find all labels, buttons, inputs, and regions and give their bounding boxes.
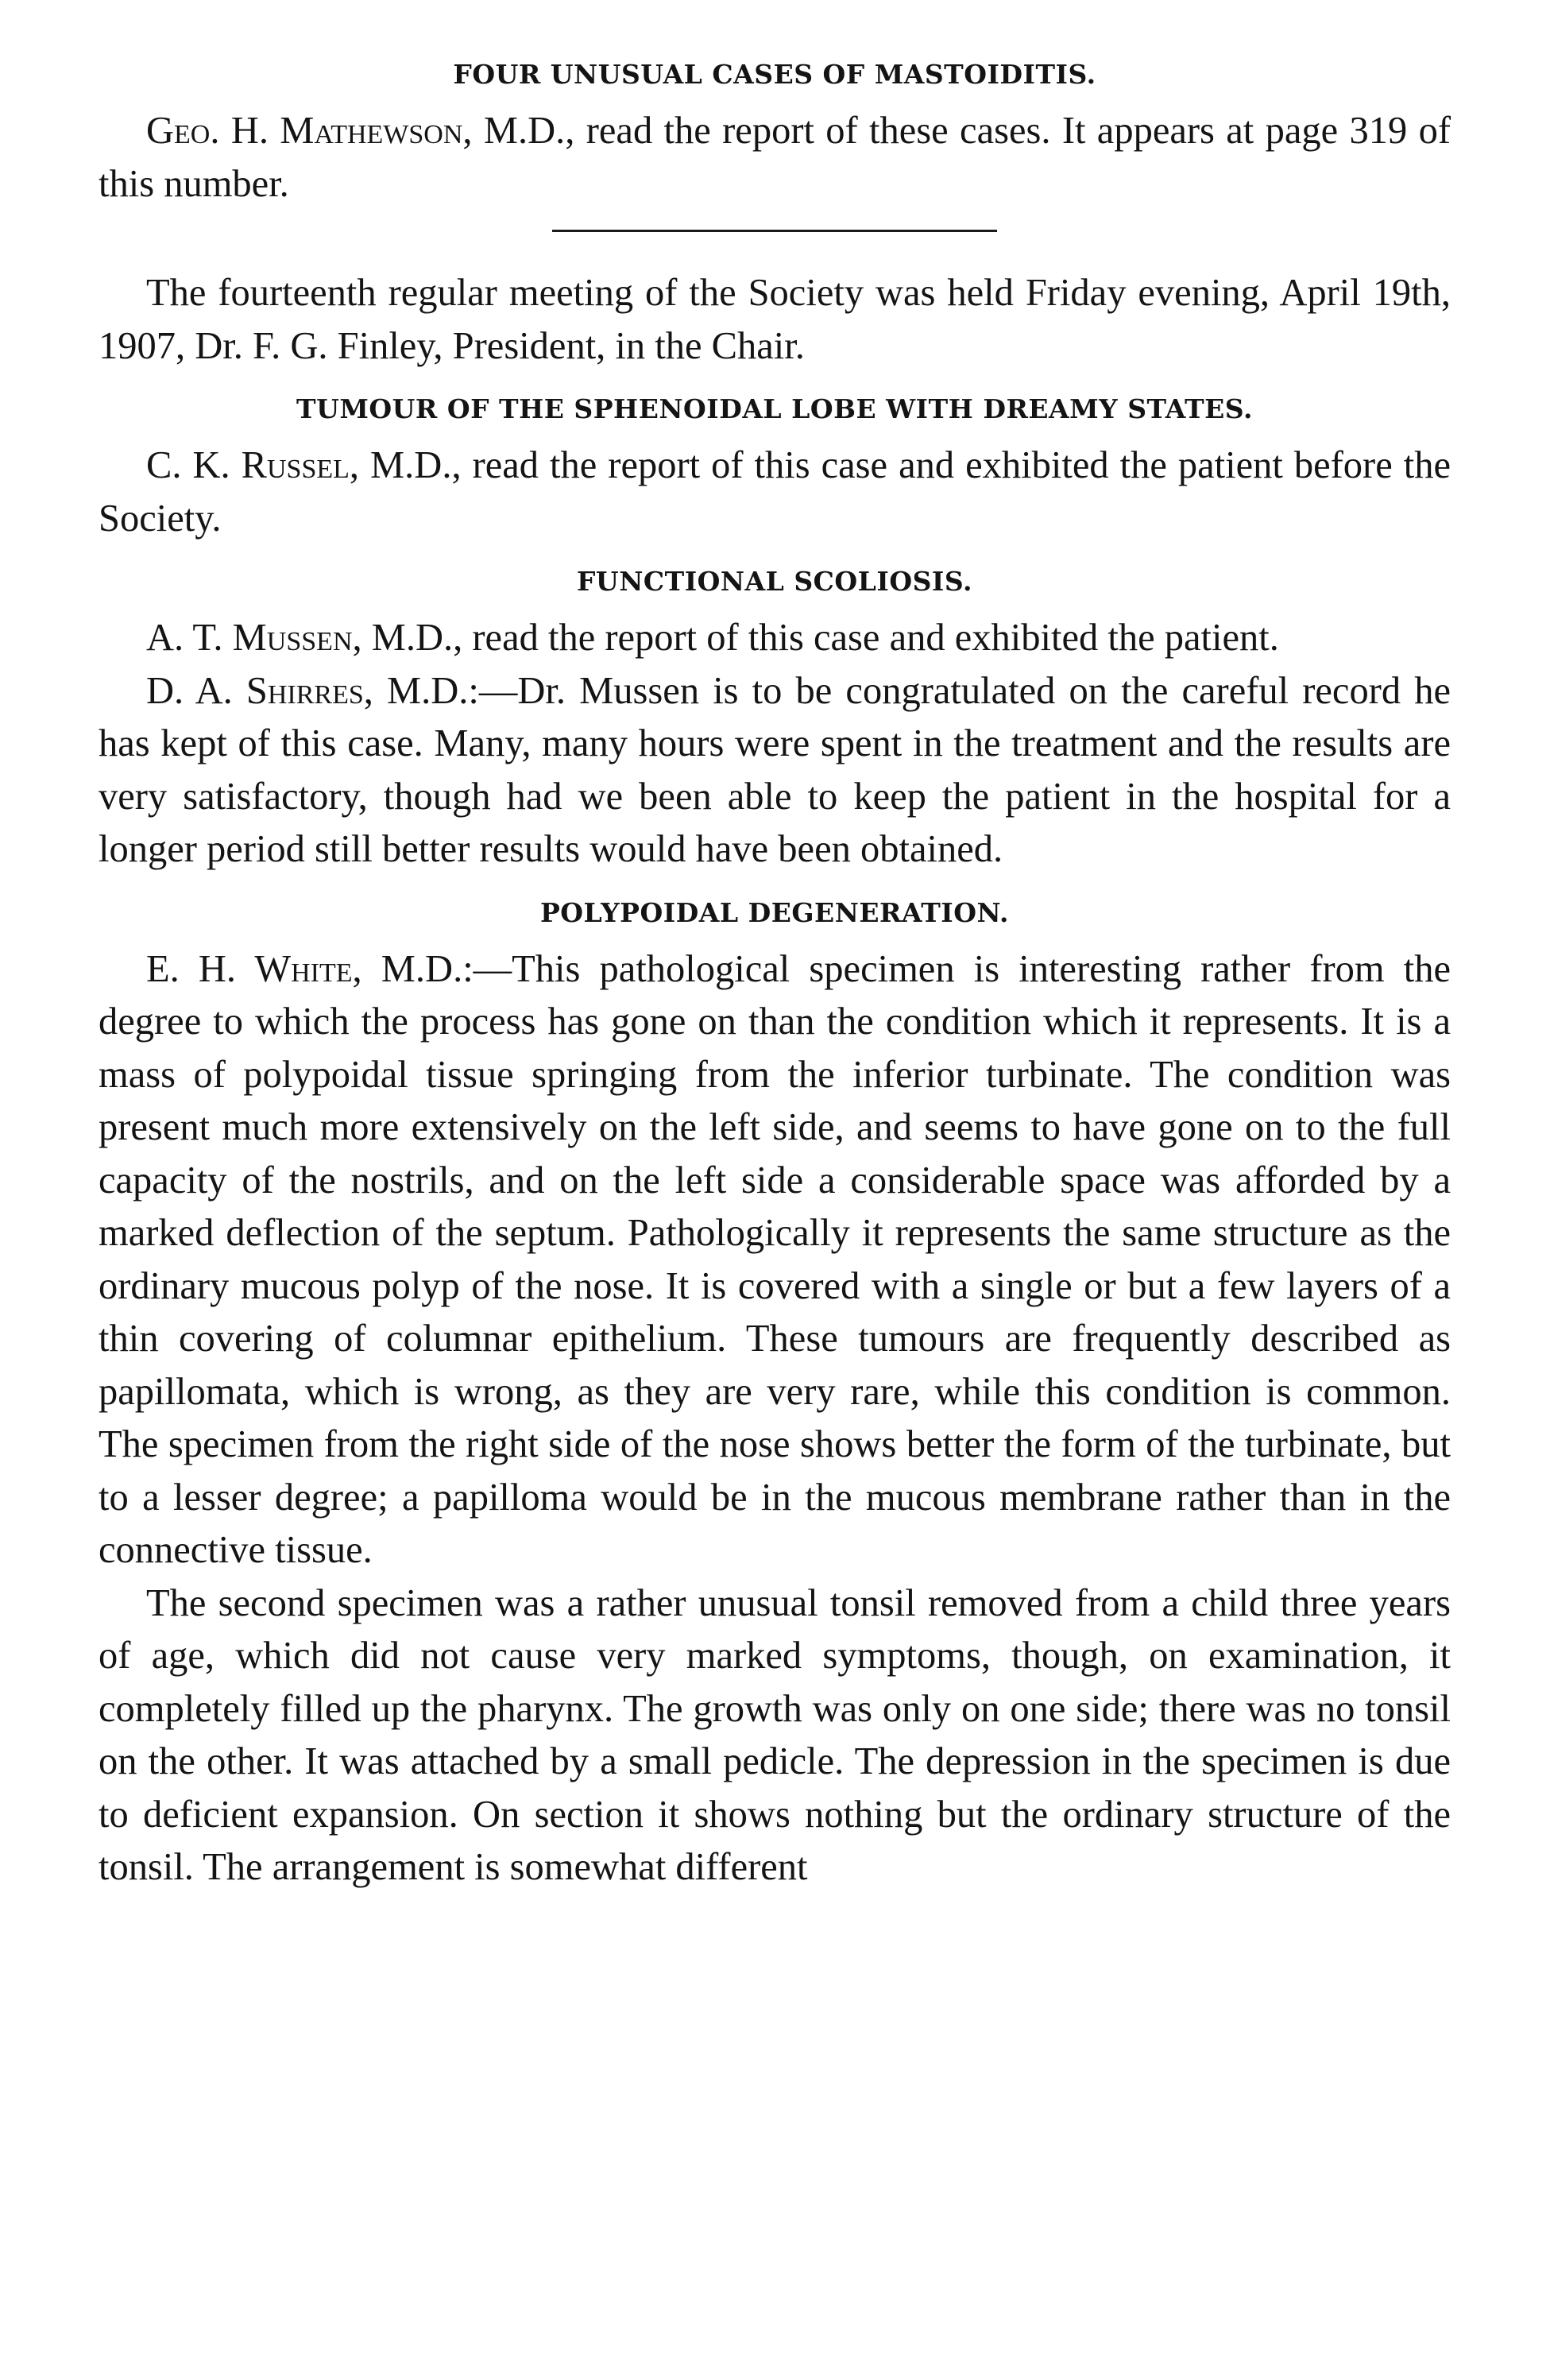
divider-rule (552, 230, 997, 232)
paragraph-shirres-text: M.D.:—Dr. Mussen is to be congratulated on the careful record he has kept of this case. Many, many hours were spent in the treatment and the results are very satisfactory, though had we been able to keep the patient in the hospital for a longer period still better results would have been obtained. (99, 669, 1451, 870)
heading-scoliosis: FUNCTIONAL SCOLIOSIS. (577, 566, 972, 597)
heading-polypoidal: POLYPOIDAL DEGENERATION. (539, 896, 1010, 928)
paragraph-meeting: The fourteenth regular meeting of the Society was held Friday evening, April 19th, 1907, Dr. F. G. Finley, President, in the Chair. (99, 272, 1451, 367)
heading-tumour: TUMOUR OF THE SPHENOIDAL LOBE WITH DREAMY STATES. (296, 393, 1253, 424)
paragraph-scoliosis-text: M.D., read the report of this case and exhibited the patient. (361, 617, 1279, 659)
author-white: E. H. White, (146, 947, 362, 990)
author-russel: C. K. Russel, (146, 444, 360, 486)
document-page (99, 57, 1451, 1894)
heading-mastoiditis: FOUR UNUSUAL CASES OF MASTOIDITIS. (453, 59, 1096, 90)
paragraph-scoliosis (99, 612, 1451, 665)
author-mathewson: Geo. H. Mathewson, (146, 110, 473, 152)
paragraph-second-specimen: The second specimen was a rather unusual tonsil removed from a child three years of age, which did not cause very marked symptoms, though, on examination, it completely filled up the pharynx. The growth was only on one side; there was no tonsil on the other. It was attached by a small pedicle. The depression in the specimen is due to deficient expansion. On section it shows nothing but the ordinary structure of the tonsil. The arrangement is somewhat different (99, 1581, 1451, 1888)
paragraph-tumour (99, 439, 1451, 545)
paragraph-mastoiditis (99, 105, 1451, 211)
paragraph-shirres (99, 665, 1451, 877)
paragraph-tumour-text: M.D., read the report of this case and exhibited the patient before the Society. (99, 444, 1451, 540)
author-mussen: A. T. Mussen, (146, 617, 362, 659)
paragraph-white (99, 943, 1451, 1577)
paragraph-white-text: M.D.:—This pathological specimen is interesting rather from the degree to which the process has gone on than the condition which it represents. It is a mass of polypoidal tissue springing from the inferior turbinate. The condition was present much more extensively on the left side, and seems to have gone on to the full capacity of the nostrils, and on the left side a considerable space was afforded by a marked deflection of the septum. Pathologically it represents the same structure as the ordinary mucous polyp of the nose. It is covered with a single or but a few layers of a thin covering of columnar epithelium. These tumours are frequently described as papillomata, which is wrong, as they are very rare, while this condition is common. The specimen from the right side of the nose shows better the form of the turbinate, but to a lesser degree; a papilloma would be in the mucous membrane rather than in the connective tissue. (99, 947, 1451, 1571)
paragraph-mastoiditis-text: M.D., read the report of these cases. It appears at page 319 of this number. (99, 110, 1451, 205)
author-shirres: D. A. Shirres, (146, 669, 373, 712)
